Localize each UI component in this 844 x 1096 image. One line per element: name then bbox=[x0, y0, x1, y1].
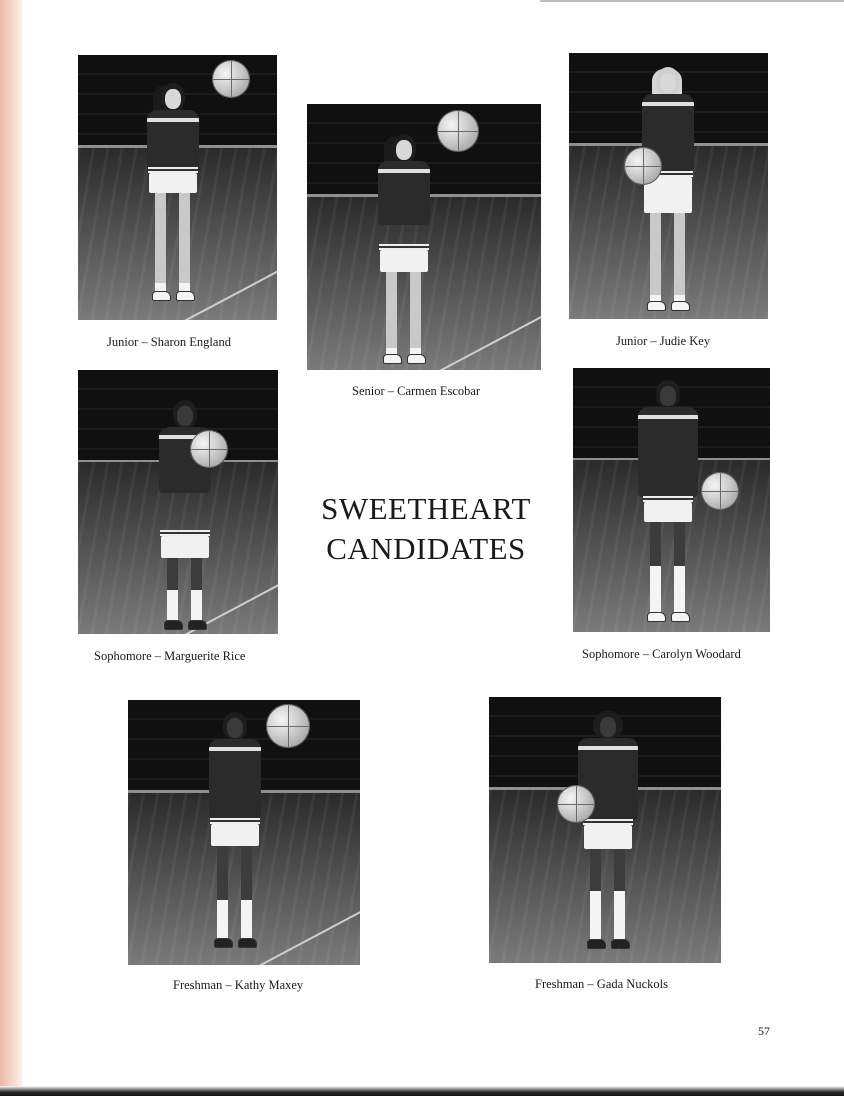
photo-carmen-escobar bbox=[307, 104, 541, 370]
caption-sharon-england: Junior – Sharon England bbox=[107, 335, 231, 349]
caption-marguerite-rice: Sophomore – Marguerite Rice bbox=[94, 649, 246, 663]
basketball-image bbox=[701, 472, 739, 510]
page-edge-bottom bbox=[0, 1086, 844, 1096]
caption-carolyn-woodard: Sophomore – Carolyn Woodard bbox=[582, 647, 741, 661]
photo-gada-nuckols bbox=[489, 697, 721, 963]
basketball-image bbox=[190, 430, 228, 468]
basketball-image bbox=[266, 704, 310, 748]
photo-carolyn-woodard bbox=[573, 368, 770, 632]
basketball-image bbox=[557, 785, 595, 823]
basketball-image bbox=[212, 60, 250, 98]
caption-carmen-escobar: Senior – Carmen Escobar bbox=[352, 384, 481, 398]
photo-judie-key bbox=[569, 53, 768, 319]
heading-line-2: CANDIDATES bbox=[326, 531, 526, 566]
heading-line-1: SWEETHEART bbox=[321, 491, 531, 526]
page-number: 57 bbox=[758, 1024, 770, 1038]
caption-kathy-maxey: Freshman – Kathy Maxey bbox=[173, 978, 304, 992]
caption-judie-key: Junior – Judie Key bbox=[616, 334, 711, 348]
basketball-image bbox=[437, 110, 479, 152]
caption-gada-nuckols: Freshman – Gada Nuckols bbox=[535, 977, 668, 991]
page-edge-top bbox=[540, 0, 844, 2]
photo-marguerite-rice bbox=[78, 370, 278, 634]
page-edge-left bbox=[0, 0, 22, 1096]
photo-kathy-maxey bbox=[128, 700, 360, 965]
page-heading bbox=[292, 489, 560, 569]
basketball-image bbox=[624, 147, 662, 185]
photo-sharon-england bbox=[78, 55, 277, 320]
